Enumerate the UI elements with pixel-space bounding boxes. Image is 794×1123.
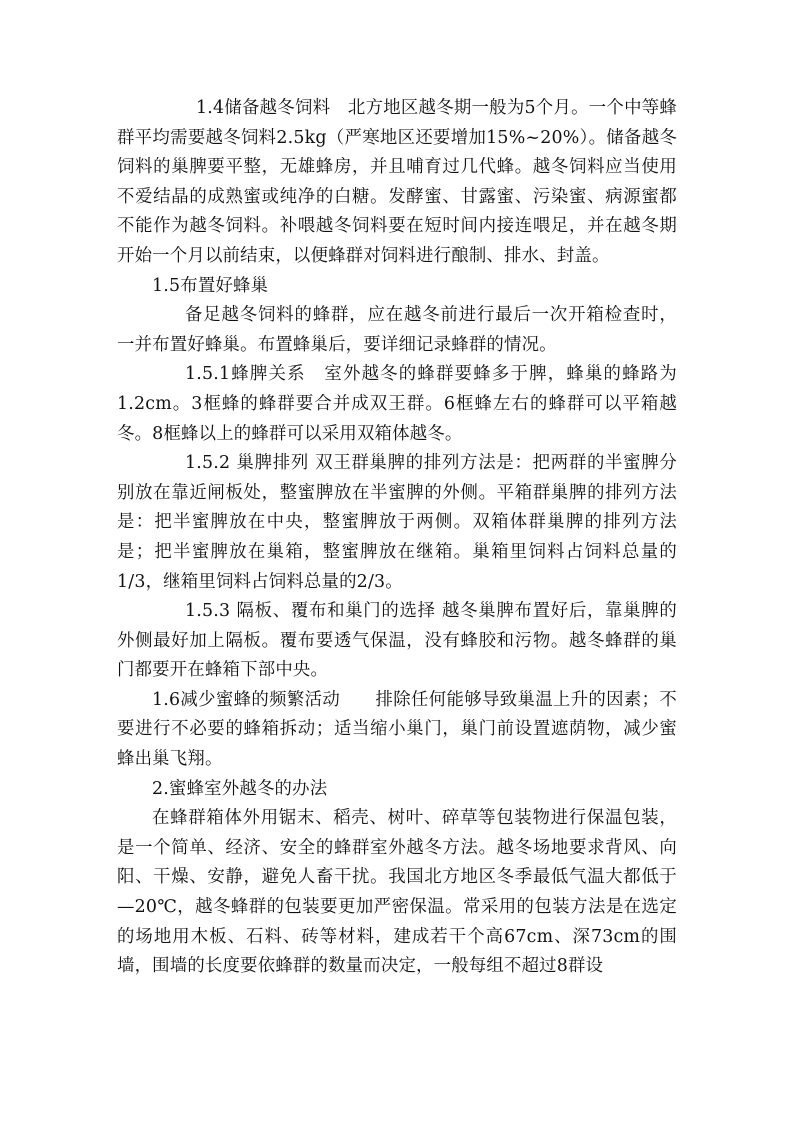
section-2-heading: 2.蜜蜂室外越冬的办法 bbox=[152, 778, 328, 799]
section-1-5-3-paragraph: 1.5.3 隔板、覆布和巢门的选择 越冬巢脾布置好后，靠巢脾的外侧最好加上隔板。覆布要透气保温，没有蜂胶和污物。越冬蜂群的巢门都要开在蜂箱下部中央。 bbox=[117, 601, 677, 681]
section-2-body-paragraph: 在蜂群箱体外用锯末、稻壳、树叶、碎草等包装物进行保温包装，是一个简单、经济、安全的蜂群室外越冬方法。越冬场地要求背风、向阳、干燥、安静，避免人畜干扰。我国北方地区冬季最低气温大都低于—20℃，越冬蜂群的包装要更加严密保温。常采用的包装方法是在选定的场地用木板、石料、砖等材料，建成若干个高67cm、深73cm的围墙，围墙的长度要依蜂群的数量而决定，一般每组不超过8群设 bbox=[117, 808, 677, 977]
section-1-5-2-paragraph: 1.5.2 巢脾排列 双王群巢脾的排列方法是：把两群的半蜜脾分别放在靠近闸板处，整蜜脾放在半蜜脾的外侧。平箱群巢脾的排列方法是：把半蜜脾放在中央，整蜜脾放于两侧。双箱体群巢脾的排列方法是；把半蜜脾放在巢箱，整蜜脾放在继箱。巢箱里饲料占饲料总量的1/3，继箱里饲料占饲料总量的2/3。 bbox=[117, 453, 677, 592]
section-1-5-1-paragraph: 1.5.1蜂脾关系 室外越冬的蜂群要蜂多于脾，蜂巢的蜂路为1.2cm。3框蜂的蜂群要合并成双王群。6框蜂左右的蜂群可以平箱越冬。8框蜂以上的蜂群可以采用双箱体越冬。 bbox=[117, 364, 677, 444]
section-1-5-heading: 1.5布置好蜂巢 bbox=[152, 275, 269, 296]
section-1-5-intro-paragraph: 备足越冬饲料的蜂群，应在越冬前进行最后一次开箱检查时，一并布置好蜂巢。布置蜂巢后，要详细记录蜂群的情况。 bbox=[117, 305, 677, 355]
section-1-6-paragraph: 1.6减少蜜蜂的频繁活动 排除任何能够导致巢温上升的因素；不要进行不必要的蜂箱拆动；适当缩小巢门，巢门前设置遮荫物，减少蜜蜂出巢飞翔。 bbox=[117, 689, 677, 770]
section-1-4-paragraph: 1.4储备越冬饲料 北方地区越冬期一般为5个月。一个中等蜂群平均需要越冬饲料2.5kg（严寒地区还要增加15%~20%）。储备越冬饲料的巢脾要平整，无雄蜂房，并且哺育过几代蜂。越冬饲料应当使用不爱结晶的成熟蜜或纯净的白糖。发酵蜜、甘露蜜、污染蜜、病源蜜都不能作为越冬饲料。补喂越冬饲料要在短时间内接连喂足，并在越冬期开始一个月以前结束，以便蜂群对饲料进行酿制、排水、封盖。 bbox=[117, 98, 677, 266]
document-page bbox=[117, 94, 677, 982]
